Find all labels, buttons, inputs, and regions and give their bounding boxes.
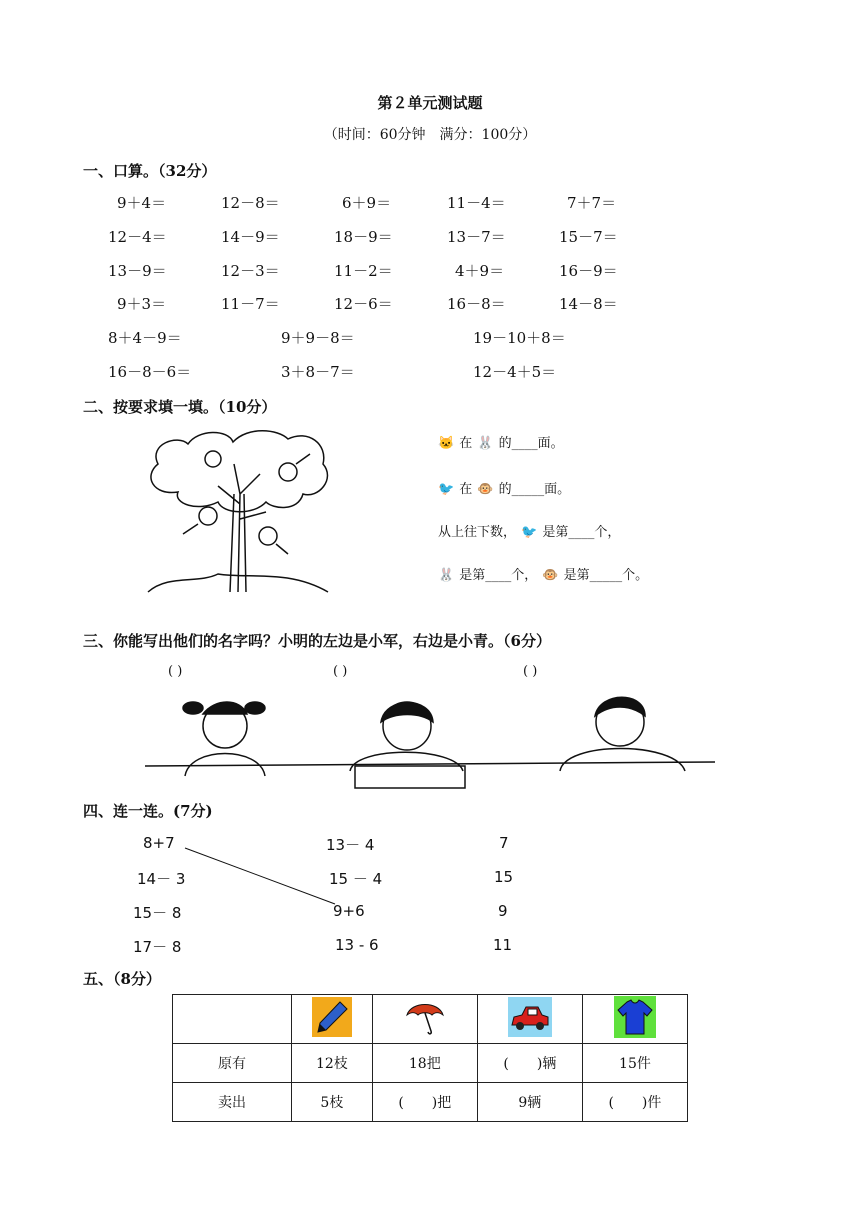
fill-line-1: 🐱 在 🐰 的____面。 xyxy=(438,436,564,451)
section-2-heading: 二、按要求填一填。（10分） xyxy=(83,398,277,416)
equation: 11－4＝ xyxy=(447,194,506,212)
table-cell: 5枝 xyxy=(292,1083,373,1122)
match-item-left[interactable]: 17－ 8 xyxy=(133,938,182,956)
table-cell xyxy=(292,995,373,1044)
match-item-left[interactable]: 14－ 3 xyxy=(137,870,186,888)
fill-line-3: 从上往下数， 🐦 是第____个， xyxy=(438,525,621,540)
umbrella-icon xyxy=(403,997,447,1037)
match-item-left[interactable]: 15－ 8 xyxy=(133,904,182,922)
match-item-middle[interactable]: 15 － 4 xyxy=(329,870,383,888)
match-item-left[interactable]: 8+7 xyxy=(143,834,175,852)
equation: 16－8＝ xyxy=(447,295,506,313)
match-item-right[interactable]: 9 xyxy=(498,902,508,920)
shirt-icon xyxy=(614,996,656,1038)
match-item-middle[interactable]: 9+6 xyxy=(333,902,365,920)
rabbit-icon: 🐰 xyxy=(438,568,455,583)
bird-icon: 🐦 xyxy=(521,525,538,540)
match-item-middle[interactable]: 13－ 4 xyxy=(326,836,375,854)
table-row xyxy=(173,1044,688,1083)
equation: 12－8＝ xyxy=(221,194,280,212)
equation: 9＋4＝ xyxy=(117,194,167,212)
section-4-heading: 四、连一连。(7分) xyxy=(83,802,213,820)
equation: 14－9＝ xyxy=(221,228,280,246)
equation: 13－7＝ xyxy=(447,228,506,246)
equation: 12－4＋5＝ xyxy=(473,363,557,381)
section-1-heading: 一、口算。（32分） xyxy=(83,162,217,180)
table-cell xyxy=(477,995,582,1044)
table-cell: 12枝 xyxy=(292,1044,373,1083)
name-blank[interactable]: ( ) xyxy=(523,664,538,679)
fill-line-4: 🐰 是第____个， 🐵 是第_____个。 xyxy=(438,568,649,583)
equation: 11－2＝ xyxy=(334,262,393,280)
table-cell xyxy=(372,995,477,1044)
table-cell xyxy=(582,995,687,1044)
name-blank[interactable]: ( ) xyxy=(168,664,183,679)
page-title: 第２单元测试题 xyxy=(377,94,483,112)
equation: 16－8－6＝ xyxy=(108,363,192,381)
page-subtitle: （时间：60分钟 满分：100分） xyxy=(323,127,537,143)
equation: 15－7＝ xyxy=(559,228,618,246)
table-cell: 18把 xyxy=(372,1044,477,1083)
equation: 11－7＝ xyxy=(221,295,280,313)
match-item-middle[interactable]: 13 - 6 xyxy=(335,936,379,954)
table-cell[interactable]: ( )件 xyxy=(582,1083,687,1122)
bird-icon: 🐦 xyxy=(438,482,455,497)
sales-table xyxy=(172,994,688,1122)
equation: 19－10＋8＝ xyxy=(473,329,566,347)
match-item-right[interactable]: 7 xyxy=(499,834,509,852)
row-label: 卖出 xyxy=(173,1083,292,1122)
equation: 13－9＝ xyxy=(108,262,167,280)
rabbit-icon: 🐰 xyxy=(477,436,494,451)
equation: 16－9＝ xyxy=(559,262,618,280)
table-cell[interactable]: ( )把 xyxy=(372,1083,477,1122)
table-row xyxy=(173,1083,688,1122)
equation: 12－6＝ xyxy=(334,295,393,313)
cat-icon: 🐱 xyxy=(438,436,455,451)
table-row xyxy=(173,995,688,1044)
section-3-heading: 三、你能写出他们的名字吗？小明的左边是小军，右边是小青。（6分） xyxy=(83,632,551,650)
monkey-icon: 🐵 xyxy=(542,568,559,583)
equation: 3＋8－7＝ xyxy=(281,363,355,381)
equation: 9＋3＝ xyxy=(117,295,167,313)
section-5-heading: 五、（8分） xyxy=(83,970,161,988)
table-cell: 15件 xyxy=(582,1044,687,1083)
row-label: 原有 xyxy=(173,1044,292,1083)
match-item-right[interactable]: 11 xyxy=(493,936,513,954)
car-icon xyxy=(508,997,552,1037)
equation: 12－3＝ xyxy=(221,262,280,280)
pencil-icon xyxy=(312,997,352,1037)
name-blank[interactable]: ( ) xyxy=(333,664,348,679)
equation: 8＋4－9＝ xyxy=(108,329,182,347)
equation: 9＋9－8＝ xyxy=(281,329,355,347)
fill-line-2: 🐦 在 🐵 的_____面。 xyxy=(438,482,571,497)
equation: 6＋9＝ xyxy=(342,194,392,212)
table-cell: 9辆 xyxy=(477,1083,582,1122)
table-cell[interactable]: ( )辆 xyxy=(477,1044,582,1083)
equation: 7＋7＝ xyxy=(567,194,617,212)
table-cell xyxy=(173,995,292,1044)
equation: 14－8＝ xyxy=(559,295,618,313)
equation: 4＋9＝ xyxy=(455,262,505,280)
match-item-right[interactable]: 15 xyxy=(494,868,514,886)
equation: 18－9＝ xyxy=(334,228,393,246)
monkey-icon: 🐵 xyxy=(477,482,494,497)
equation: 12－4＝ xyxy=(108,228,167,246)
